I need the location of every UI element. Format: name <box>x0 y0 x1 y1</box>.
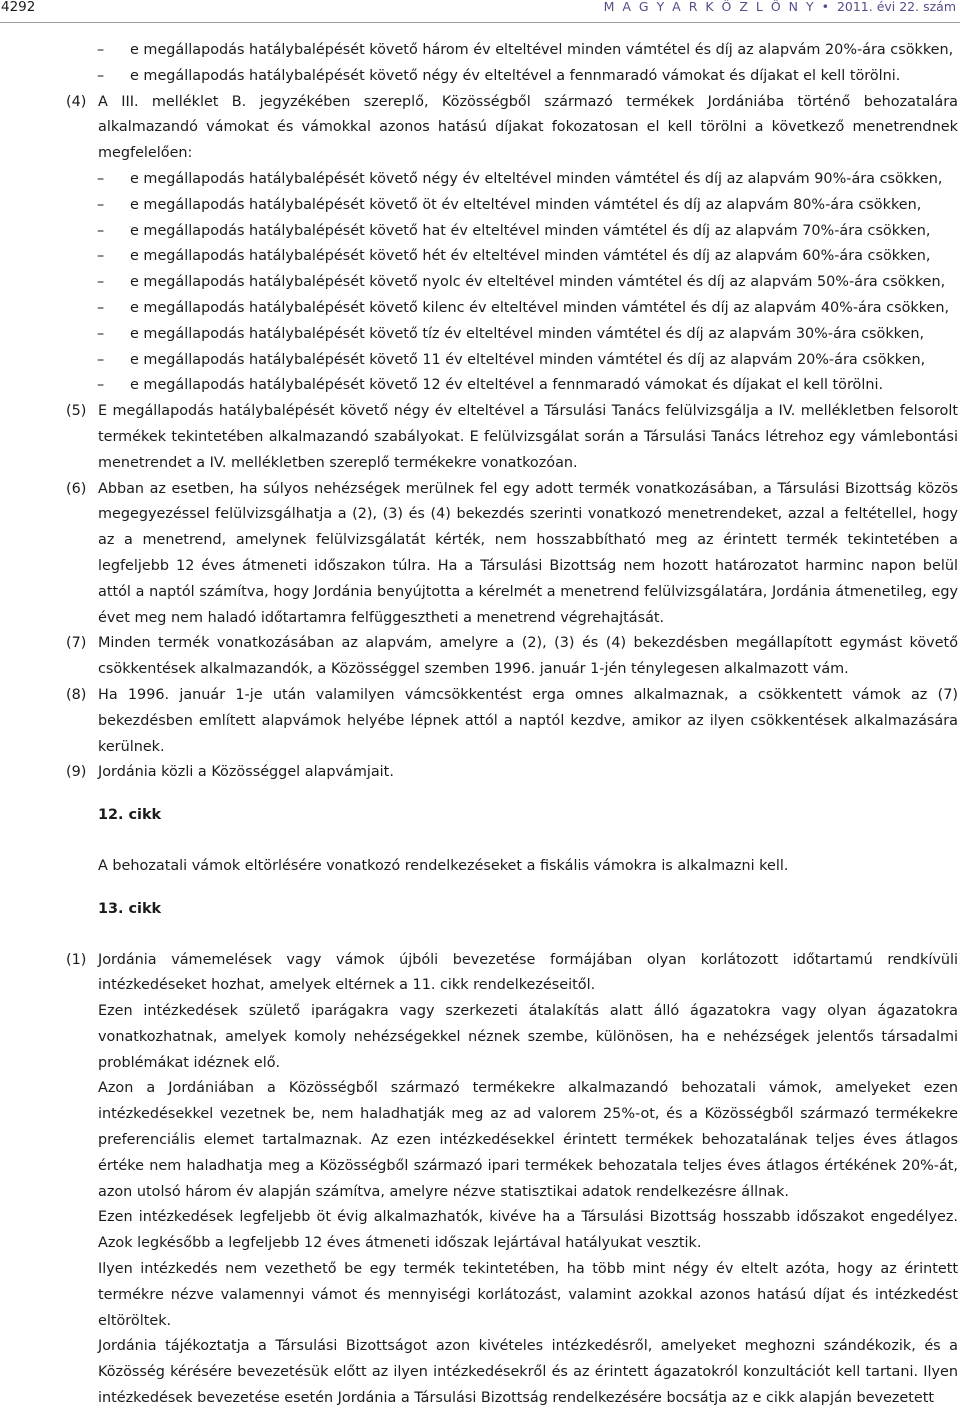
paragraph-9 <box>0 760 960 786</box>
header-bullet: • <box>821 0 831 14</box>
article-12-heading: 12. cikk <box>98 807 162 824</box>
paragraph-text: A III. melléklet B. jegyzékében szereplő, Közösségből származó termékek Jordániába történő behozatalára alkalmazandó vámokat és vámokkal azonos hatású díjakat fokozatosan el kell törölni a következő menetrendnek megfelelően: <box>98 93 958 162</box>
header-rule <box>0 22 960 23</box>
paragraph-5 <box>0 399 960 476</box>
paragraph-text: Jordánia közli a Közösséggel alapvámjait. <box>98 764 394 781</box>
paragraph-text: Jordánia vámemelések vagy vámok újbóli bevezetése formájában olyan korlátozott időtartamú rendkívüli intézkedéseket hozhat, amelyek eltérnek a 11. cikk rendelkezéseitől. <box>98 951 958 994</box>
paragraph-number: (9) <box>66 764 87 781</box>
journal-title <box>604 0 956 17</box>
paragraph-number: (7) <box>66 635 87 652</box>
page-header <box>0 0 958 24</box>
dash-item: – e megállapodás hatálybalépését követő 11 év elteltével minden vámtétel és díj az alapvám 20%-ára csökken, <box>0 348 960 374</box>
paragraph-number: (4) <box>66 93 87 110</box>
document-body <box>0 38 960 1412</box>
article-12-text: A behozatali vámok eltörlésére vonatkozó rendelkezéseket a fiskális vámokra is alkalmazni kell. <box>98 857 789 874</box>
dash-item: – e megállapodás hatálybalépését követő öt év elteltével minden vámtétel és díj az alapvám 80%-ára csökken, <box>0 193 960 219</box>
paragraph-number: (8) <box>66 686 87 703</box>
paragraph-text: E megállapodás hatálybalépését követő négy év elteltével a Társulási Tanács felülvizsgálja a IV. mellékletben felsorolt termékek tekintetében alkalmazandó szabályokat. E felülvizsgálat során a Társulási Tanács létrehoz egy vámlebontási menetrendet a IV. mellékletben szereplő termékekre vonatkozóan. <box>98 403 958 471</box>
page-number: 4292 <box>1 0 36 15</box>
dash-item: – e megállapodás hatálybalépését követő hét év elteltével minden vámtétel és díj az alapvám 60%-ára csökken, <box>0 244 960 270</box>
paragraph-text: Ha 1996. január 1-je után valamilyen vámcsökkentést erga omnes alkalmaznak, a csökkentett vámok az (7) bekezdésben említett alapvámok helyébe lépnek attól a naptól kezdve, amikor az ilyen csökkentések alkalmazására kerülnek. <box>98 686 958 755</box>
paragraph-text: Minden termék vonatkozásában az alapvám, amelyre a (2), (3) és (4) bekezdésben megállapított egymást követő csökkentések alkalmazandók, a Közösséggel szemben 1996. január 1-jén ténylegesen alkalmazott vám. <box>98 635 958 678</box>
dash-item: – e megállapodás hatálybalépését követő hat év elteltével minden vámtétel és díj az alapvám 70%-ára csökken, <box>0 219 960 245</box>
dash-item: – e megállapodás hatálybalépését követő nyolc év elteltével minden vámtétel és díj az alapvám 50%-ára csökken, <box>0 270 960 296</box>
dash-item: – e megállapodás hatálybalépését követő tíz év elteltével minden vámtétel és díj az alapvám 30%-ára csökken, <box>0 322 960 348</box>
paragraph-number: (1) <box>66 951 87 968</box>
dash-item: – e megállapodás hatálybalépését követő négy év elteltével a fennmaradó vámokat és díjakat el kell törölni. <box>0 64 960 90</box>
dash-item: – e megállapodás hatálybalépését követő három év elteltével minden vámtétel és díj az alapvám 20%-ára csökken, <box>0 38 960 64</box>
continuation-paragraph: Azon a Jordániában a Közösségből származó termékekre alkalmazandó behozatali vámok, amelyeket ezen intézkedésekkel vezetnek be, nem haladhatják meg az ad valorem 25%-ot, és a Közösségből származó termékekre preferenciális elemet tartalmaznak. Az ezen intézkedésekkel érintett termékek behozatalának teljes éves átlagos értéke nem haladhatja meg a Közösségből származó ipari termékek behozatala teljes éves átlagos értékének 20%-át, azon utolsó három év alapján számítva, amelyre nézve statisztikai adatok rendelkezésre állnak. <box>98 1080 958 1200</box>
journal-name: M A G Y A R K Ö Z L Ö N Y <box>603 0 816 14</box>
paragraph-number: (6) <box>66 480 87 497</box>
continuation-paragraph: Ilyen intézkedés nem vezethető be egy termék tekintetében, ha több mint négy év eltelt azóta, hogy az érintett termékre nézve valamennyi vámot és mennyiségi korlátozást, valamint azokkal azonos hatású díjat és intézkedést eltöröltek. <box>98 1261 958 1329</box>
paragraph-4 <box>0 90 960 167</box>
dash-item: – e megállapodás hatálybalépését követő kilenc év elteltével minden vámtétel és díj az alapvám 40%-ára csökken, <box>0 296 960 322</box>
dash-item: – e megállapodás hatálybalépését követő 12 év elteltével a fennmaradó vámokat és díjakat el kell törölni. <box>0 373 960 399</box>
paragraph-text: Abban az esetben, ha súlyos nehézségek merülnek fel egy adott termék vonatkozásában, a Társulási Bizottság közös megegyezéssel felülvizsgálhatja a (2), (3) és (4) bekezdés szerinti vonatkozó menetrendeket, azzal a feltétellel, hogy az a menetrend, amelynek felülvizsgálatát kérték, nem hosszabbítható meg az érintett termék tekintetében a legfeljebb 12 éves átmeneti időszakon túlra. Ha a Társulási Bizottság nem hozott határozatot harminc napon belül attól a naptól számítva, hogy Jordánia benyújtotta a kérelmét a menetrend felülvizsgálatára, Jordánia átmenetileg, egy évet meg nem haladó időtartamra felfüggesztheti a menetrend végrehajtását. <box>98 480 958 626</box>
article-13-heading: 13. cikk <box>98 900 162 917</box>
paragraph-number: (5) <box>66 403 87 420</box>
continuation-paragraph: Ezen intézkedések legfeljebb öt évig alkalmazhatók, kivéve ha a Társulási Bizottság hosszabb időszakot engedélyez. Azok legkésőbb a legfeljebb 12 éves átmeneti időszak lejártával hatályukat vesztik. <box>98 1209 958 1252</box>
article-13-paragraph-1 <box>0 948 960 1000</box>
dash-item: – e megállapodás hatálybalépését követő négy év elteltével minden vámtétel és díj az alapvám 90%-ára csökken, <box>0 167 960 193</box>
continuation-paragraph: Jordánia tájékoztatja a Társulási Bizottságot azon kivételes intézkedésről, amelyeket meghozni szándékozik, és a Közösség kérésére bevezetésük előtt az ilyen intézkedésekről és az érintett ágazatokról konzultációt kell tartani. Ilyen intézkedések bevezetése esetén Jordánia a Társulási Bizottság rendelkezésére bocsátja az e cikk alapján bevezetett <box>98 1338 958 1407</box>
paragraph-6 <box>0 477 960 632</box>
paragraph-7 <box>0 631 960 683</box>
issue-number: 2011. évi 22. szám <box>836 0 956 14</box>
paragraph-8 <box>0 683 960 760</box>
continuation-paragraph: Ezen intézkedések születő iparágakra vagy szerkezeti átalakítás alatt álló ágazatokra vagy olyan ágazatokra vonatkozhatnak, amelyek komoly nehézségekkel néznek szembe, különösen, ha e nehézségek jelentős társadalmi problémákat idéznek elő. <box>98 1003 958 1071</box>
